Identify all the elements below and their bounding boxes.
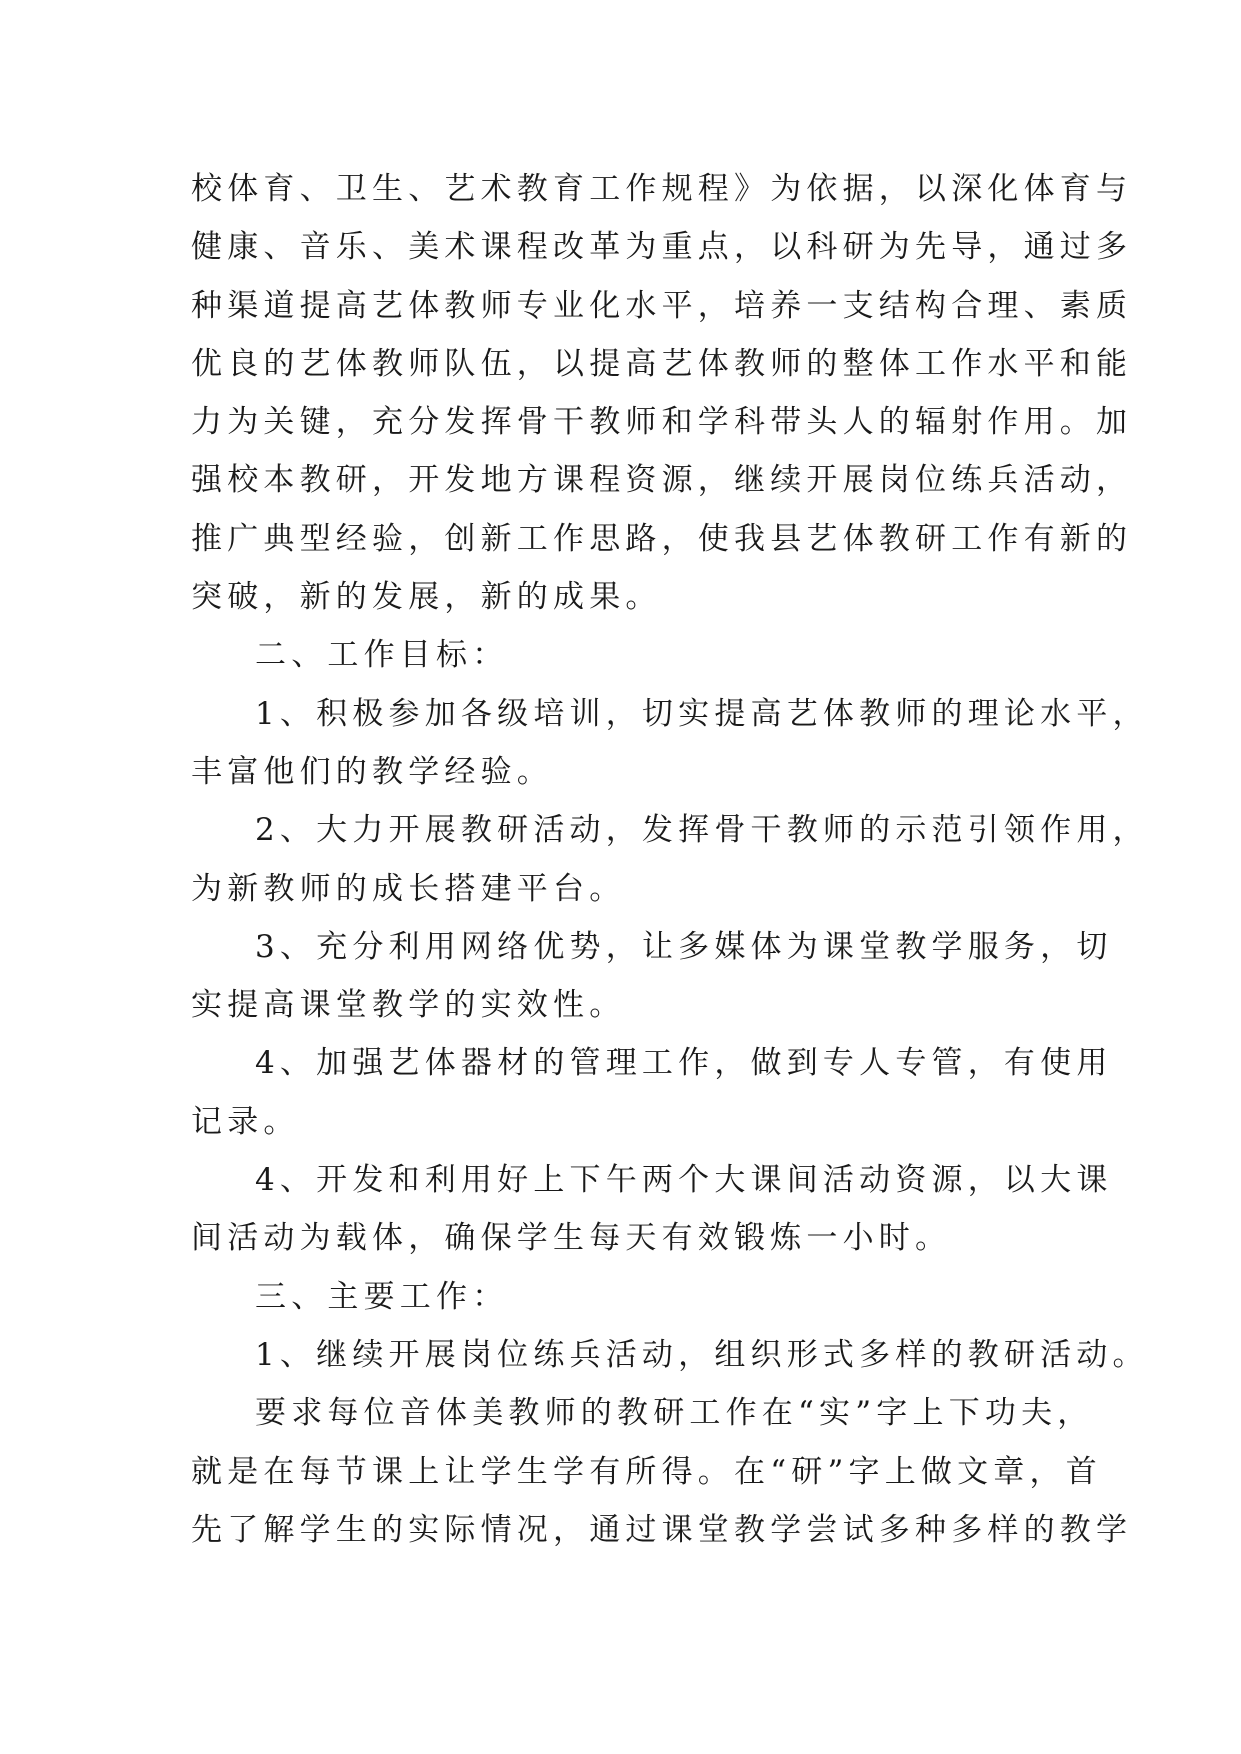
text-line: 1、继续开展岗位练兵活动，组织形式多样的教研活动。	[255, 1336, 1149, 1373]
text-line: 要求每位音体美教师的教研工作在“实”字上下功夫，	[255, 1395, 1094, 1432]
text-line: 三、主要工作：	[255, 1278, 509, 1315]
text-line: 健康、音乐、美术课程改革为重点，以科研为先导，通过多	[191, 229, 1133, 266]
text-line: 4、开发和利用好上下午两个大课间活动资源，以大课	[255, 1162, 1113, 1199]
text-line: 就是在每节课上让学生学有所得。在“研”字上做文章，首	[191, 1453, 1102, 1490]
text-line: 突破，新的发展，新的成果。	[191, 579, 662, 616]
text-line: 丰富他们的教学经验。	[191, 753, 553, 790]
text-line: 为新教师的成长搭建平台。	[191, 870, 626, 907]
text-line: 优良的艺体教师队伍，以提高艺体教师的整体工作水平和能	[191, 345, 1133, 382]
text-line: 实提高课堂教学的实效性。	[191, 987, 626, 1024]
text-line: 强校本教研，开发地方课程资源，继续开展岗位练兵活动，	[191, 462, 1133, 499]
text-line: 推广典型经验，创新工作思路，使我县艺体教研工作有新的	[191, 520, 1133, 557]
text-line: 4、加强艺体器材的管理工作，做到专人专管，有使用	[255, 1045, 1113, 1082]
text-line: 1、积极参加各级培训，切实提高艺体教师的理论水平，	[255, 695, 1149, 732]
text-line: 先了解学生的实际情况，通过课堂教学尝试多种多样的教学	[191, 1511, 1133, 1548]
text-line: 校体育、卫生、艺术教育工作规程》为依据，以深化体育与	[191, 171, 1133, 207]
text-line: 记录。	[191, 1103, 300, 1140]
text-line: 3、充分利用网络优势，让多媒体为课堂教学服务，切	[255, 928, 1113, 965]
text-line: 二、工作目标：	[255, 637, 509, 674]
text-line: 2、大力开展教研活动，发挥骨干教师的示范引领作用，	[255, 812, 1149, 849]
text-line: 间活动为载体，确保学生每天有效锻炼一小时。	[191, 1220, 952, 1257]
text-line: 种渠道提高艺体教师专业化水平，培养一支结构合理、素质	[191, 287, 1133, 324]
text-line: 力为关键，充分发挥骨干教师和学科带头人的辐射作用。加	[191, 404, 1133, 441]
document-body	[191, 160, 1149, 1559]
